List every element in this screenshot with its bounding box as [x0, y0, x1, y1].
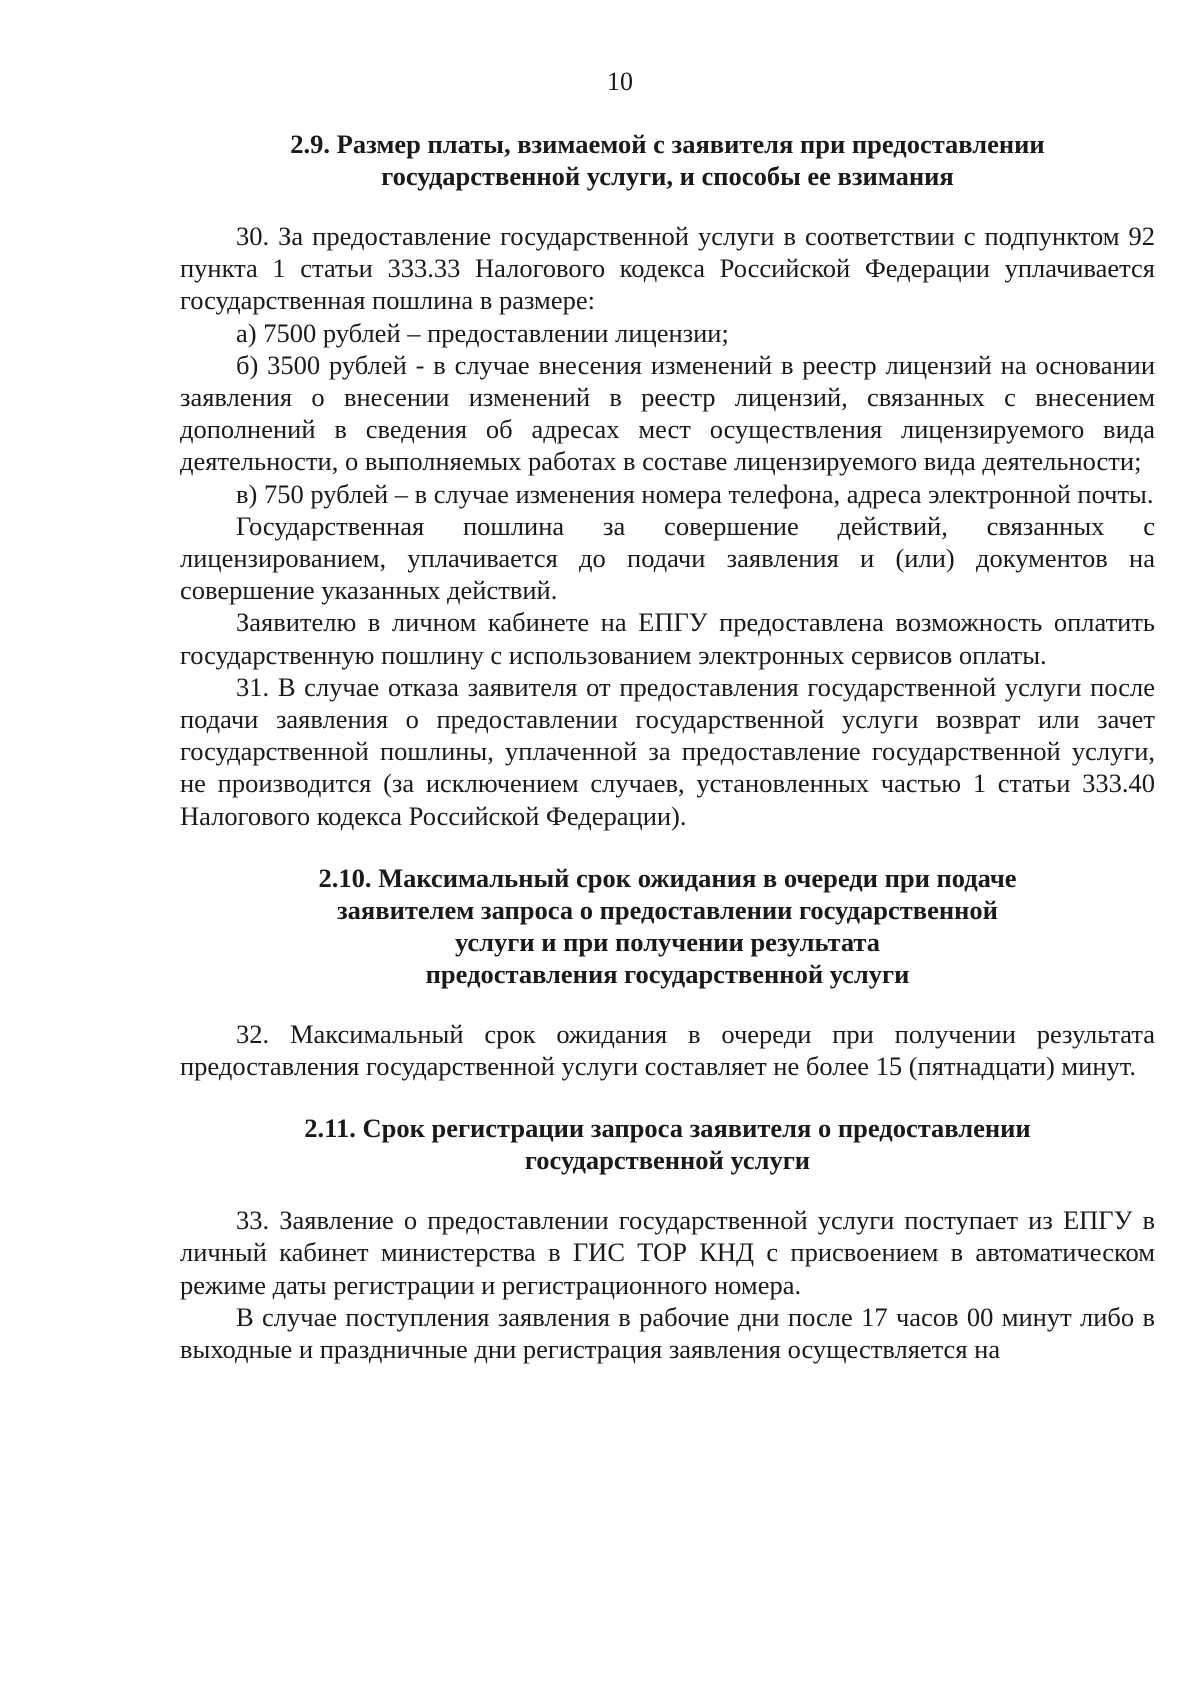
paragraph-30-payment: Заявителю в личном кабинете на ЕПГУ предоставлена возможность оплатить государственную пошлину с использованием электронных сервисов оплаты.	[180, 607, 1155, 670]
paragraph-30-v: в) 750 рублей – в случае изменения номера телефона, адреса электронной почты.	[236, 478, 1154, 509]
heading-line: предоставления государственной услуги	[425, 958, 910, 989]
paragraph-32: 32. Максимальный срок ожидания в очереди при получении результата предоставления государственной услуги составляет не более 15 (пятнадцати) минут.	[180, 1018, 1155, 1082]
paragraph-30-b: б) 3500 рублей - в случае внесения изменений в реестр лицензий на основании заявления о внесении изменений в реестр лицензий, связанных с внесением дополнений в сведения об адресах мест осуществления лицензируемого вида деятельности, о выполняемых работах в составе лицензируемого вида деятельности;	[180, 349, 1155, 477]
section-heading-2-11	[180, 1112, 1155, 1176]
heading-line: заявителем запроса о предоставлении государственной	[337, 894, 998, 925]
section-heading-2-10	[180, 862, 1155, 990]
paragraph-30-fee: Государственная пошлина за совершение действий, связанных с лицензированием, уплачивается до подачи заявления и (или) документов на совершение указанных действий.	[180, 510, 1155, 606]
heading-line: 2.9. Размер платы, взимаемой с заявителя при предоставлении	[290, 129, 1045, 159]
paragraph-31: 31. В случае отказа заявителя от предоставления государственной услуги после подачи заявления о предоставлении государственной услуги возврат или зачет государственной пошлины, уплаченной за предоставление государственной услуги, не производится (за исключением случаев, установленных частью 1 статьи 333.40 Налогового кодекса Российской Федерации).	[180, 671, 1155, 831]
heading-line: услуги и при получении результата	[454, 926, 880, 957]
heading-line: государственной услуги	[524, 1145, 811, 1176]
heading-line: государственной услуги, и способы ее взимания	[381, 161, 954, 191]
paragraph-33-continued: В случае поступления заявления в рабочие дни после 17 часов 00 минут либо в выходные и праздничные дни регистрация заявления осуществляется на	[180, 1301, 1155, 1365]
heading-line: 2.11. Срок регистрации запроса заявителя о предоставлении	[304, 1113, 1031, 1144]
paragraph-30: 30. За предоставление государственной услуги в соответствии с подпунктом 92 пункта 1 статьи 333.33 Налогового кодекса Российской Федерации уплачивается государственная пошлина в размере:	[180, 221, 1155, 316]
section-heading-2-9	[180, 128, 1155, 192]
heading-line: 2.10. Максимальный срок ожидания в очереди при подаче	[318, 862, 1017, 893]
paragraph-33: 33. Заявление о предоставлении государственной услуги поступает из ЕПГУ в личный кабинет министерства в ГИС ТОР КНД с присвоением в автоматическом режиме даты регистрации и регистрационного номера.	[180, 1205, 1155, 1300]
paragraph-30-a: а) 7500 рублей – предоставлении лицензии;	[236, 317, 729, 348]
page-number: 10	[607, 67, 633, 96]
document-body	[180, 128, 1155, 1365]
